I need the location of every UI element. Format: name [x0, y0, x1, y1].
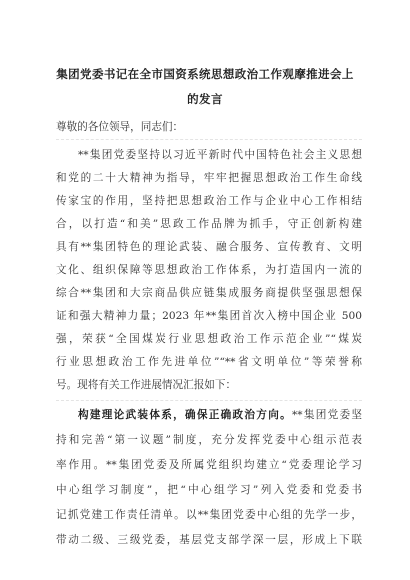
paragraph-1-line-7: 综合**集团和大宗商品供应链集成服务商提供坚强思想保 [56, 287, 362, 299]
divider [56, 139, 362, 140]
paragraph-1-line-4: 合，以打造“和美”思政工作品牌为抓手，守正创新构建 [56, 218, 362, 230]
paragraph-2-line-1 [78, 405, 362, 425]
paragraph-1-line-6: 文化、组织保障等思想政治工作体系，为打造国内一流的 [56, 264, 362, 276]
paragraph-1-line-10: 行业思想政治工作先进单位”“**省文明单位”等荣誉称 [56, 356, 362, 368]
paragraph-1-line-9: 强，荣获“全国煤炭行业思想政治工作示范企业”“煤炭 [56, 333, 362, 345]
paragraph-2-line-3: 率作用。**集团党委及所属党组织均建立“党委理论学习 [56, 459, 362, 471]
paragraph-2-line-1-rest: **集团党委坚 [291, 409, 362, 421]
paragraph-1-line-1: **集团党委坚持以习近平新时代中国特色社会主义思想 [78, 149, 362, 161]
paragraph-1-line-11: 号。现将有关工作进展情况汇报如下： [56, 379, 237, 391]
paragraph-1-line-3: 传家宝的作用，坚持把思想政治工作与企业中心工作相结 [56, 195, 362, 207]
document-title-line-1: 集团党委书记在全市国资系统思想政治工作观摩推进会上 [56, 67, 354, 81]
paragraph-2-line-5: 记抓党建工作责任清单。以**集团党委中心组的先学一步， [56, 509, 362, 521]
paragraph-2-line-2: 持和完善“第一议题”制度，充分发挥党委中心组示范表 [56, 434, 362, 446]
paragraph-2-line-4: 中心组学习制度”，把“中心组学习”列入党委和党委书 [56, 484, 362, 496]
document-title-line-2: 的发言 [187, 92, 223, 106]
paragraph-2-line-6: 带动二级、三级党委，基层党支部学深一层，形成上下联 [56, 534, 362, 546]
salutation: 尊敬的各位领导，同志们： [56, 121, 184, 133]
section-heading: 构建理论武装体系，确保正确政治方向。 [78, 409, 292, 421]
paragraph-1-line-2: 和党的二十大精神为指导，牢牢把握思想政治工作生命线 [56, 172, 362, 184]
paragraph-1-line-5: 具有**集团特色的理论武装、融合服务、宣传教育、文明 [56, 241, 362, 253]
paragraph-1-line-8: 证和强大精神力量；2023 年**集团首次入榜中国企业 500 [56, 310, 362, 322]
divider [56, 400, 362, 401]
